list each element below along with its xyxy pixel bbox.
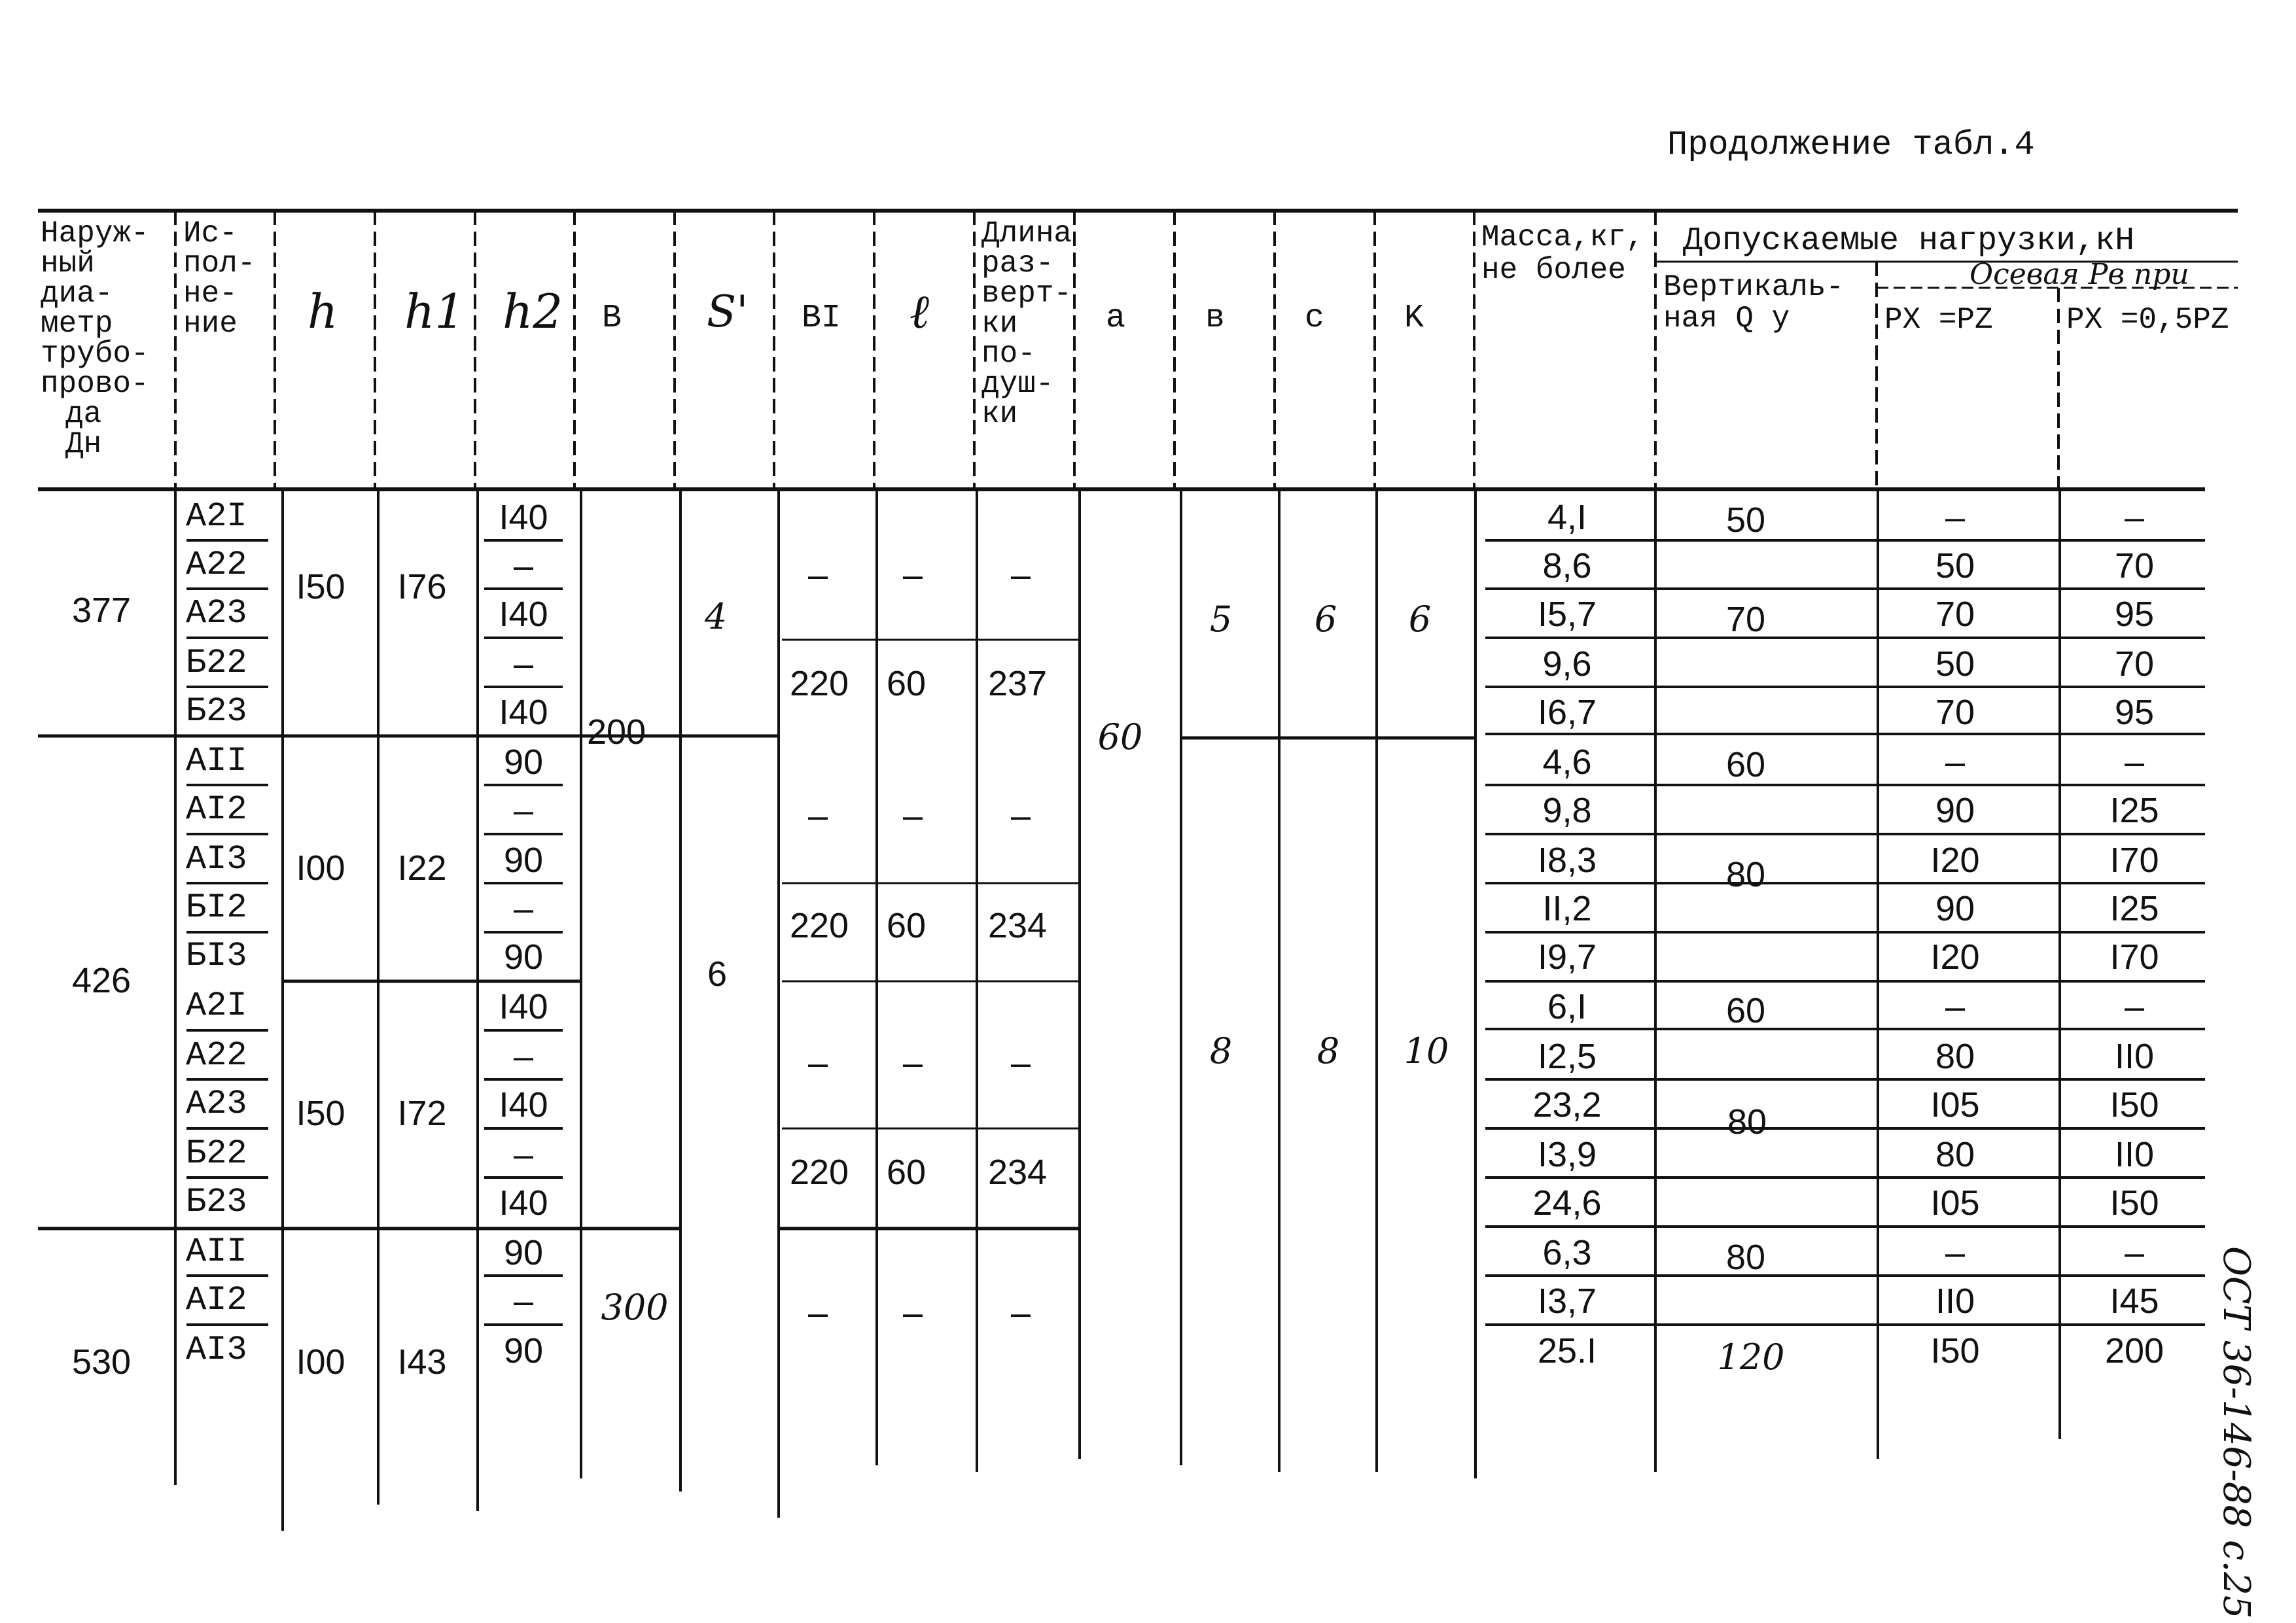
- header-dn-6: да: [65, 397, 102, 431]
- b1-value: –: [807, 1293, 828, 1333]
- px1-cell: 70: [1935, 693, 1975, 732]
- mass-cell: I5,7: [1537, 595, 1597, 634]
- px1-cell: I05: [1930, 1183, 1980, 1223]
- header-B1: BI: [802, 300, 841, 337]
- header-nagruzki: Допускаемые нагрузки,кН: [1683, 222, 2135, 260]
- q-value: 80: [1725, 1238, 1766, 1277]
- header-a: a: [1106, 300, 1126, 337]
- px2-cell: I50: [2110, 1183, 2159, 1223]
- h2-cell: –: [513, 1037, 534, 1076]
- mass-cell: 9,8: [1542, 791, 1592, 830]
- dlina-value: –: [1010, 555, 1031, 595]
- h2-cell: –: [513, 546, 534, 585]
- px2-cell: –: [2124, 498, 2145, 537]
- header-dlina-4: по-: [981, 337, 1036, 371]
- S-value: 4: [704, 596, 728, 637]
- px1-cell: II0: [1935, 1282, 1975, 1321]
- h1-value: I22: [397, 848, 447, 888]
- mass-cell: 25.I: [1537, 1331, 1597, 1370]
- ispolnenie-cell: A2I: [186, 497, 247, 536]
- B-value: 300: [601, 1287, 669, 1328]
- b1-value: 220: [789, 1153, 849, 1192]
- h-value: I00: [296, 848, 345, 888]
- mass-cell: 4,I: [1547, 498, 1587, 537]
- mass-cell: 23,2: [1532, 1085, 1602, 1125]
- mass-cell: 4,6: [1542, 742, 1592, 782]
- px1-cell: 50: [1935, 546, 1975, 585]
- q-value: 80: [1725, 855, 1766, 894]
- dn-value: 530: [71, 1342, 132, 1382]
- px1-cell: I05: [1930, 1085, 1980, 1125]
- b1-value: –: [807, 796, 828, 835]
- h2-cell: I40: [499, 498, 548, 537]
- c-value: 6: [1314, 599, 1337, 640]
- l-value: –: [902, 555, 923, 595]
- ispolnenie-cell: AI3: [186, 840, 247, 879]
- header-isp-2: не-: [183, 277, 238, 311]
- h2-cell: 90: [503, 1233, 544, 1272]
- h2-cell: –: [513, 1282, 534, 1321]
- mass-cell: I8,3: [1537, 841, 1597, 880]
- q-value: 70: [1725, 600, 1766, 639]
- header-dn-3: метр: [41, 307, 113, 341]
- px1-cell: 50: [1935, 644, 1975, 684]
- h-value: I50: [296, 567, 345, 606]
- mass-cell: 24,6: [1532, 1183, 1602, 1223]
- mass-cell: I2,5: [1537, 1037, 1597, 1076]
- header-vertikal-1: ная Q у: [1663, 302, 1790, 336]
- ispolnenie-cell: БI3: [186, 937, 247, 975]
- header-isp-1: пол-: [183, 247, 256, 281]
- px2-cell: I70: [2110, 937, 2159, 977]
- h2-cell: 90: [503, 841, 544, 880]
- header-dn-2: диа-: [41, 277, 113, 311]
- mass-cell: I3,7: [1537, 1282, 1597, 1321]
- px1-cell: –: [1945, 498, 1966, 537]
- px2-cell: 95: [2114, 595, 2155, 634]
- header-dn-0: Наруж-: [41, 217, 149, 251]
- h-value: I00: [296, 1342, 345, 1382]
- px2-cell: –: [2124, 987, 2145, 1026]
- px1-cell: I20: [1930, 937, 1980, 977]
- px2-cell: 70: [2114, 644, 2155, 684]
- dn-value: 377: [71, 591, 132, 630]
- h2-cell: –: [513, 791, 534, 830]
- px1-cell: –: [1945, 742, 1966, 782]
- mass-cell: 9,6: [1542, 644, 1592, 684]
- h1-value: I43: [397, 1342, 447, 1382]
- mass-cell: 6,I: [1547, 987, 1587, 1026]
- px2-cell: 70: [2114, 546, 2155, 585]
- px1-cell: –: [1945, 1233, 1966, 1272]
- dlina-value: 237: [987, 664, 1048, 703]
- l-value: 60: [886, 906, 927, 945]
- ispolnenie-cell: Б22: [186, 644, 247, 682]
- q-value: 80: [1727, 1102, 1767, 1142]
- l-value: –: [902, 1043, 923, 1083]
- page-title: Продолжение табл.4: [1667, 126, 2035, 164]
- ispolnenie-cell: AII: [186, 742, 247, 780]
- px2-cell: I25: [2110, 791, 2159, 830]
- dlina-value: –: [1010, 796, 1031, 835]
- dlina-value: 234: [987, 1153, 1048, 1192]
- l-value: 60: [886, 664, 927, 703]
- px2-cell: –: [2124, 742, 2145, 782]
- ispolnenie-cell: БI2: [186, 888, 247, 927]
- header-isp-0: Ис-: [183, 217, 238, 251]
- B-value: 200: [586, 712, 646, 752]
- header-l: ℓ: [910, 284, 929, 339]
- header-dn-1: ный: [41, 247, 95, 281]
- header-massa-0: Масса,кг,: [1481, 220, 1644, 254]
- b1-value: 220: [789, 906, 849, 945]
- header-dn-4: трубо-: [41, 337, 149, 371]
- h2-cell: I40: [499, 1085, 548, 1125]
- px1-cell: I50: [1930, 1331, 1980, 1370]
- header-dlina-1: раз-: [981, 247, 1054, 281]
- dn-value: 426: [71, 961, 132, 1000]
- ispolnenie-cell: Б22: [186, 1134, 247, 1173]
- dlina-value: 234: [987, 906, 1048, 945]
- header-c: c: [1305, 300, 1325, 337]
- q-value: 60: [1725, 991, 1766, 1030]
- q-value: 50: [1725, 500, 1766, 540]
- px2-cell: 200: [2104, 1331, 2164, 1370]
- px1-cell: 80: [1935, 1037, 1975, 1076]
- h2-cell: I40: [499, 987, 548, 1026]
- ispolnenie-cell: A22: [186, 546, 247, 584]
- header-B: B: [602, 300, 622, 337]
- ispolnenie-cell: AI2: [186, 790, 247, 829]
- dlina-value: –: [1010, 1043, 1031, 1083]
- px2-cell: II0: [2114, 1037, 2155, 1076]
- ispolnenie-cell: Б23: [186, 1183, 247, 1221]
- v-value: 8: [1209, 1030, 1233, 1072]
- l-value: –: [902, 796, 923, 835]
- ispolnenie-cell: AII: [186, 1232, 247, 1271]
- header-h2: h2: [503, 284, 563, 339]
- header-K: K: [1404, 300, 1424, 337]
- header-px1: PX =PZ: [1884, 303, 1993, 337]
- ispolnenie-cell: A23: [186, 594, 247, 633]
- header-osevaya: Осевая Pв при: [1969, 258, 2189, 291]
- header-massa-1: не более: [1481, 253, 1626, 287]
- ispolnenie-cell: Б23: [186, 692, 247, 731]
- px2-cell: I50: [2110, 1085, 2159, 1125]
- h2-cell: –: [513, 644, 534, 684]
- h1-value: I76: [397, 567, 447, 606]
- header-isp-3: ние: [183, 307, 238, 341]
- document-stamp: ОСТ 36-146-88 с.25: [2215, 1246, 2257, 1619]
- header-S: S': [707, 287, 749, 337]
- header-dlina-5: душ-: [981, 367, 1054, 401]
- px2-cell: –: [2124, 1233, 2145, 1272]
- header-dn-5: прово-: [41, 367, 149, 401]
- c-value: 8: [1316, 1030, 1340, 1072]
- h2-cell: 90: [503, 937, 544, 977]
- header-dlina-0: Длина: [981, 217, 1072, 251]
- px1-cell: 90: [1935, 889, 1975, 928]
- ispolnenie-cell: A23: [186, 1085, 247, 1123]
- header-dlina-2: верт-: [981, 277, 1072, 311]
- mass-cell: 8,6: [1542, 546, 1592, 585]
- mass-cell: I9,7: [1537, 937, 1597, 977]
- px2-cell: 95: [2114, 693, 2155, 732]
- header-h: h: [308, 284, 338, 339]
- ispolnenie-cell: A22: [186, 1036, 247, 1075]
- h2-cell: 90: [503, 742, 544, 782]
- l-value: –: [902, 1293, 923, 1333]
- K-value: 6: [1408, 599, 1432, 640]
- header-dlina-3: ки: [981, 307, 1018, 341]
- b1-value: 220: [789, 664, 849, 703]
- header-h1: h1: [404, 284, 465, 339]
- h2-cell: –: [513, 889, 534, 928]
- px1-cell: 80: [1935, 1135, 1975, 1174]
- mass-cell: 6,3: [1542, 1233, 1592, 1272]
- mass-cell: II,2: [1542, 889, 1592, 928]
- ispolnenie-cell: AI2: [186, 1281, 247, 1319]
- px1-cell: 70: [1935, 595, 1975, 634]
- ispolnenie-cell: A2I: [186, 986, 247, 1025]
- px1-cell: –: [1945, 987, 1966, 1026]
- K-value: 10: [1404, 1030, 1449, 1072]
- h1-value: I72: [397, 1094, 447, 1133]
- h-value: I50: [296, 1094, 345, 1133]
- header-dn-7: Дн: [65, 427, 102, 461]
- b1-value: –: [807, 1043, 828, 1083]
- dlina-value: –: [1010, 1293, 1031, 1333]
- px2-cell: I70: [2110, 841, 2159, 880]
- b1-value: –: [807, 555, 828, 595]
- S-value: 6: [707, 954, 728, 994]
- h2-cell: I40: [499, 595, 548, 634]
- px2-cell: I25: [2110, 889, 2159, 928]
- v-value: 5: [1209, 599, 1233, 640]
- ispolnenie-cell: AI3: [186, 1331, 247, 1369]
- mass-cell: I6,7: [1537, 693, 1597, 732]
- header-dlina-6: ки: [981, 397, 1018, 431]
- l-value: 60: [886, 1153, 927, 1192]
- px2-cell: II0: [2114, 1135, 2155, 1174]
- px2-cell: I45: [2110, 1282, 2159, 1321]
- h2-cell: I40: [499, 1183, 548, 1223]
- q-value: 60: [1725, 745, 1766, 784]
- header-vertikal-0: Вертикаль-: [1663, 270, 1845, 304]
- px1-cell: 90: [1935, 791, 1975, 830]
- header-v: в: [1205, 300, 1226, 337]
- header-px2: PX =0,5PZ: [2066, 303, 2229, 337]
- h2-cell: –: [513, 1135, 534, 1174]
- a-value: 60: [1097, 716, 1143, 758]
- px1-cell: I20: [1930, 841, 1980, 880]
- mass-cell: I3,9: [1537, 1135, 1597, 1174]
- q-value: 120: [1717, 1336, 1785, 1378]
- h2-cell: 90: [503, 1331, 544, 1370]
- h2-cell: I40: [499, 693, 548, 732]
